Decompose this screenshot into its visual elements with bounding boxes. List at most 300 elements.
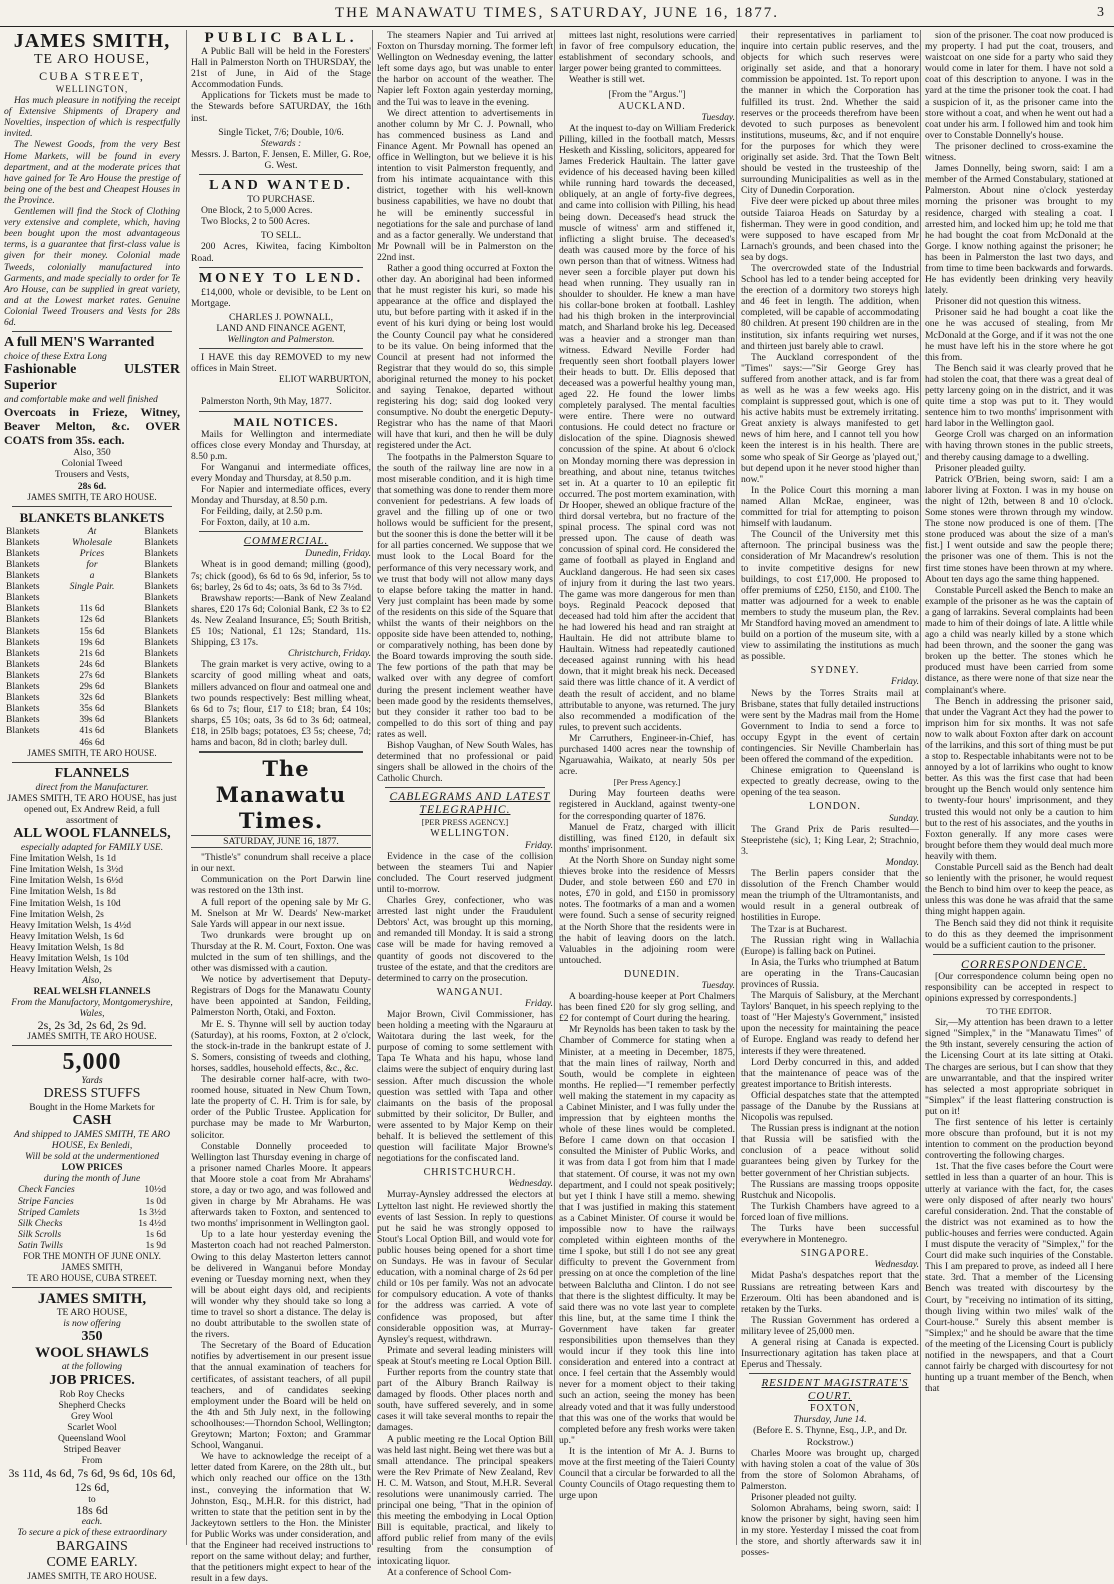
news-paragraph: Murray-Aynsley addressed the electors at Lyttelton last night. He reviewed shortly the events of last Session. In reply to questions put he said he was strongly opposed to Stout's Local Option Bill, and would vote for public houses being opened for a short time on Sundays. He was in favour of Secular education, with a nominal charge of 2s 6d per child or 10s per family. Was not an advocate for compulsory education. A vote of thanks for the address was carried. A vote of confidence was proposed, but after considerable opposition was, at Murray-Aynsley's request, withdrawn. bbox=[377, 1189, 553, 1345]
shawl-type: Grey Wool bbox=[71, 1410, 113, 1422]
ad-mens: A full MEN'S Warranted bbox=[4, 335, 155, 351]
ad-real-welsh: REAL WELSH FLANNELS bbox=[33, 986, 151, 998]
foxton-heading: FOXTON, bbox=[810, 1403, 860, 1415]
christchurch-dateline: Wednesday. bbox=[508, 1178, 553, 1190]
blankets-label: Blankets bbox=[6, 581, 40, 593]
blankets-price: 11s 6d bbox=[79, 603, 105, 615]
dunedin-heading: DUNEDIN. bbox=[623, 968, 681, 980]
news-paragraph: In Asia, the Turks who triumphed at Batum are operating in the Trans-Caucasian provinces of Russia. bbox=[741, 956, 919, 990]
press-agency-label: [Per Press Agency.] bbox=[613, 777, 681, 788]
wanganui-news: Major Brown, Civil Commissioner, has been holding a meeting with the Ngarauru at Waitotara during the last week, for the purpose of coming to some settlement with Tapa Te Whata and his hapu, whose land claims were the subject of enquiry during last session. After much discussion the whole question was settled with Tapa and other claimants on the basis of the proposal submitted by their solicitor, Dr Buller, and were assented to by Major Kemp on their behalf. It is believed the settlement of this question will facilitate Major Browne's negotiations for the confiscated land. bbox=[377, 1008, 553, 1165]
shawl-types-list bbox=[4, 1389, 180, 1456]
blankets-label: Blankets bbox=[144, 714, 178, 726]
court-report bbox=[741, 1448, 919, 1559]
ad-gentlemen: Gentlemen will find the Stock of Clothing very extensive and complete, which, having been bought upon the most advantageous terms, is a guarantee that first-class value is given for their money. Colonial made Tweeds, colonially manufactured into Garments, and made specially to order for Te Aro House, can be supplied in great variety, and at the Lowest market rates. Genuine Colonial Tweed Trousers and Vests for 28s 6d. bbox=[4, 206, 180, 328]
blankets-label: Blankets bbox=[144, 536, 178, 548]
christchurch-news bbox=[377, 1189, 553, 1577]
ad-will-be-sold: Will be sold at the undermentioned bbox=[24, 1151, 160, 1163]
news-paragraph: The Auckland correspondent of the "Times" says:—"Sir George Grey has suffered from another attack, and is far from as well as he was a few weeks ago. His complaint is suppressed gout, which is one of his active habits must be extremely irritating. Great anxiety is always manifested to get news of him here, and I cannot tell you how keen the interest is in his health. There are some who speak of Sir George as 'played out,' but depend upon it he never stood higher than now." bbox=[741, 351, 919, 485]
blankets-price: Single Pair. bbox=[69, 581, 115, 593]
mail-notice: Mails for Wellington and intermediate offices close every Monday and Thursday, at 8.50 p.m. bbox=[191, 428, 371, 462]
wellington-heading: WELLINGTON. bbox=[430, 828, 510, 840]
warburton-title: Solicitor. bbox=[336, 385, 371, 397]
to-the-editor: TO THE EDITOR. bbox=[986, 1006, 1052, 1017]
mail-notice: For Feilding, daily, at 2.50 p.m. bbox=[201, 506, 323, 518]
blankets-price: 32s 6d bbox=[79, 692, 105, 704]
ad-signature: TE ARO HOUSE, CUBA STREET. bbox=[27, 1273, 157, 1284]
news-paragraph: The Russian press is indignant at the notion that Russia will be satisfied with the conclusion of a peace without solid guarantees being given by Turkey for the better government of her Christian subjects. bbox=[741, 1123, 919, 1179]
news-paragraph: their representatives in parliament to inquire into certain public reserves, and the objects for which such reserves were originally set aside, and that a honorary commission be appointed. 1st. To report upon the manner in which the Corporation has fulfilled its trust. 2nd. Whether the said reserves or the proceeds therefrom have been devoted to such purposes as benevolent institutions, museums, &c, and if not enquire for the purposes for which they were originally set aside. 3rd. That the Town Belt should be vested in the trusteeship of the surrounding Municipalities as well as in the City of Dunedin Corporation. bbox=[741, 30, 919, 197]
ad-name-james-smith-2: JAMES SMITH, bbox=[37, 1291, 147, 1308]
ad-all-wool: ALL WOOL FLANNELS, bbox=[13, 826, 171, 842]
ad-350: 350 bbox=[81, 1329, 103, 1345]
dress-price-row bbox=[4, 1184, 180, 1195]
ad-overcoats: Overcoats in Frieze, Witney, Beaver Melton, &c. OVER COATS from 35s. each. bbox=[4, 405, 180, 448]
news-paragraph: Constable Purcell said as the Bench had dealt so leniently with the prisoner, he would request the Bench to bind him over to keep the peace, as unless this was done he was afraid that the same thing might happen again. bbox=[925, 862, 1113, 918]
dress-item-price: 10½d bbox=[144, 1184, 166, 1196]
news-paragraph: Mr Reynolds has been taken to task by the Chamber of Commerce for stating when a Minister, at a meeting in December, 1875, that the main lines of railway, North and South, would be complete in eighteen months. He replied—"I remember perfectly well making the statement in my capacity as a Cabinet Minister, and I was fully under the impression that by eighteen months the whole of these lines would be completed. Before I came down on that occasion I consulted the Minister of Public Works, and it was from data I got from him that I made that statement. Of course, it was not my own department, and I could not speak positively; but yet I think I have still a memo. shewing that I was justified in making this statement as a Cabinet Minister. Of course it would be impossible now to have the railways completed within eighteen months of the time I spoke, but still I do not see any great difficulty to prevent the Government from pressing on at once the completion of the line between Balclutha and Clinton. I do not see that there is the slightest difficulty. It may be said there was no vote last year to complete this line, but, at the same time I think the Government have taken far greater responsibilities upon themselves than they would incur if they took this line into consideration and entered into a contract at once. I feel certain that the Assembly would never for a moment object to their taking such an action, seeing the money has been already voted and that it was fully understood that this was one of the works that would be completed before any fresh works were taken up." bbox=[559, 1024, 735, 1446]
argus-label: [From the "Argus."] bbox=[608, 89, 686, 101]
london-heading: LONDON. bbox=[809, 801, 861, 813]
dress-item-name: Striped Camlets bbox=[18, 1206, 80, 1218]
removed-notice: I HAVE this day REMOVED to my new offices in Main Street. bbox=[191, 352, 371, 375]
ad-job-prices: JOB PRICES. bbox=[49, 1372, 135, 1388]
blankets-label: Blankets bbox=[6, 547, 40, 559]
blankets-label: Blankets bbox=[6, 570, 40, 582]
rmc-heading: RESIDENT MAGISTRATE'S COURT. bbox=[761, 1377, 909, 1403]
dress-item-price: 1s 0d bbox=[145, 1195, 166, 1207]
divider bbox=[199, 348, 363, 349]
ad-shipped: And shipped to JAMES SMITH, TE ARO HOUSE, Ex Benledi, bbox=[13, 1128, 171, 1152]
blankets-right-column bbox=[144, 526, 178, 748]
mail-notice: For Napier and intermediate offices, every Monday and Thursday, at 8.50 p.m. bbox=[191, 484, 371, 507]
mail-notice: For Wanganui and intermediate offices, every Monday and Thursday, at 8.50 p.m. bbox=[191, 461, 371, 484]
ad-cash: CASH bbox=[72, 1112, 112, 1128]
local-news-item: Up to a late hour yesterday evening the Masterton coach had not reached Palmerston. Owing to this delay Masterton letters cannot be delivered in Wanganui before Monday evening or Tuesday morning next, when they will be about eight days old, and recipients will wonder why they should take so long a time to travel so short a distance. The delay is no doubt attributable to the swollen state of the rivers. bbox=[191, 1229, 371, 1341]
blankets-label: Blankets bbox=[6, 647, 40, 659]
blankets-price: for bbox=[86, 559, 98, 570]
land-wanted-heading: LAND WANTED. bbox=[209, 178, 353, 194]
blankets-price: 35s 6d bbox=[79, 703, 105, 715]
blankets-label: Blankets bbox=[144, 692, 178, 704]
letter-paragraph: Sir,—My attention has been drawn to a letter signed "Simplex," in the "Manawatu Times" of the 9th instant, severely censuring the action of the Licensing Court at its late sitting at Otaki. The charges are serious, but I can show that they are unwarrantable, and that the inspired writer has selected a most appropriate sobriquet in "Simplex" if the least flattering construction is put on it! bbox=[925, 1017, 1113, 1117]
news-paragraph: Midat Pasha's despatches report that the Russians are retreating between Kars and Erzeroum. Olti has been abandoned and is retaken by the Turks. bbox=[741, 1270, 919, 1315]
ad-welsh-prices: 2s, 2s 3d, 2s 6d, 2s 9d. bbox=[37, 1017, 147, 1032]
news-paragraph: A public meeting re the Local Option Bill was held last night. Being wet there was but a small attendance. The principal speakers were the Rev Primate of New Zealand, Rev H. C. M. Watson, and Stout, M.H.R. Several resolutions were unanimously carried. The principal one being, "That in the opinion of this meeting the embodying in Local Option Bill is equitable, practical, and likely to afford public relief from many of the evils resulting from the consumption of intoxicating liquor. bbox=[377, 1433, 553, 1567]
wellington-dateline: Friday. bbox=[525, 839, 553, 851]
dress-price-row bbox=[4, 1207, 180, 1218]
dress-item-price: 1s 4½d bbox=[138, 1217, 166, 1229]
london-dateline-monday: Monday. bbox=[885, 856, 919, 868]
local-news-item: Communication on the Port Darwin line was restored on the 13th inst. bbox=[191, 874, 371, 897]
blankets-label: Blankets bbox=[144, 570, 178, 582]
ad-house-2: TE ARO HOUSE, bbox=[56, 1307, 128, 1319]
blankets-price: 29s 6d bbox=[79, 681, 105, 693]
sydney-heading: SYDNEY. bbox=[810, 665, 860, 677]
pownall-title: LAND AND FINANCE AGENT, bbox=[216, 322, 346, 334]
correspondence-note: [Our correspondence column being open no responsibility can be accepted in respect to opinions expressed by correspondents.] bbox=[925, 970, 1113, 1004]
news-paragraph: The Russian Government has ordered a military levee of 25,000 men. bbox=[741, 1314, 919, 1337]
ad-bargains: BARGAINS bbox=[56, 1538, 128, 1554]
flannel-price-row: Fine Imitation Welsh, 1s 6½d bbox=[10, 875, 124, 887]
local-news-item: The Secretary of the Board of Education notifies by advertisement in our present issue that the annual examination of teachers for certificates, of assistant teachers, of all pupil teachers, and of candidates seeking employment under the Board will be held on the 4th and 5th July next, in the following schoolhouses:—Thorndon School, Wellington; Greytown; Marton; Foxton; and Grammar School, Wanganui. bbox=[191, 1340, 371, 1452]
news-paragraph: Five deer were picked up about three miles outside Taiaroa Heads on Saturday by a fisherman. They were in good condition, and were supposed to have escaped from Mr Larnach's grounds, and been chased into the sea by dogs. bbox=[741, 196, 919, 263]
dress-item-name: Stripe Fancies bbox=[18, 1195, 74, 1207]
blankets-label: Blankets bbox=[144, 559, 178, 570]
local-news-item: We notice by advertisement that Deputy-Registrars of Dogs for the Manawatu County have been appointed at Sandon, Feilding, Palmerston North, Otaki, and Foxton. bbox=[191, 974, 371, 1019]
news-paragraph: The Tzar is at Bucharest. bbox=[751, 923, 847, 935]
ad-signature: JAMES SMITH, bbox=[61, 1262, 123, 1273]
blankets-label: Blankets bbox=[144, 547, 178, 559]
cablegrams-heading: CABLEGRAMS AND LATEST TELEGRAPHIC. bbox=[389, 791, 551, 817]
dress-price-row bbox=[4, 1229, 180, 1240]
blankets-price: 46s 6d bbox=[79, 736, 105, 748]
commercial-text-2: Brawshaw reports:—Bank of New Zealand shares, £20 17s 6d; Colonial Bank, £2 3s to £2 4s. New Zealand Insurance, £5; South British, £5 10s; National, £1 12s; Standard, 11s. Shipping, £3 17s. bbox=[191, 592, 371, 649]
news-paragraph: George Croll was charged on an information with having thrown stones in the public streets, and thereby causing damage to a dwelling. bbox=[925, 429, 1113, 463]
blankets-label: Blankets bbox=[6, 625, 40, 637]
column-4 bbox=[554, 30, 735, 1545]
news-paragraph: The Bench in addressing the prisoner said, that under the Vagrant Act they had the power to imprison him for six months. It was not safe now to walk about Foxton after dark on account of the larrikins, and this sort of thing must be put a stop to. Respectable inhabitants were not to be annoyed by a lot of larrikins who ought to know better. As this was the first case that had been brought up the Bench would only sentence him to twenty-four hours' imprisonment, and they trusted this would not only be a caution to him but to the rest of his associates, and the youths in Foxton generally. If any more cases were brought before them they would deal much more heavily with them. bbox=[925, 695, 1113, 862]
warburton-name: ELIOT WARBURTON, bbox=[278, 374, 371, 386]
shawl-type: Queensland Wool bbox=[57, 1432, 127, 1444]
dress-item-name: Satin Twills bbox=[18, 1239, 63, 1251]
stewards-names: Messrs. J. Barton, F. Jensen, E. Miller, G. Roe, G. West. bbox=[191, 148, 371, 171]
dress-item-price: 1s 3½d bbox=[138, 1206, 166, 1218]
public-ball-ticket: Single Ticket, 7/6; Double, 10/6. bbox=[218, 126, 344, 138]
pownall-name: CHARLES J. POWNALL, bbox=[229, 311, 333, 323]
blankets-label: Blankets bbox=[144, 581, 178, 593]
divider bbox=[199, 531, 363, 532]
news-paragraph: A general rising at Canada is expected. Insurrectionary agitation has taken place at Eperus and Thessaly. bbox=[741, 1336, 919, 1371]
christchurch-news-continued bbox=[559, 30, 735, 85]
blankets-label: Blankets bbox=[6, 714, 40, 726]
masthead-title: THE MANAWATU TIMES, SATURDAY, JUNE 16, 1877. bbox=[334, 5, 780, 21]
blankets-price: 39s 6d bbox=[79, 714, 105, 726]
ad-flannels-heading: FLANNELS bbox=[54, 765, 130, 781]
blankets-label: Blankets bbox=[6, 669, 40, 681]
shawl-type: Rob Roy Checks bbox=[59, 1388, 125, 1400]
sydney-dateline: Friday. bbox=[891, 676, 919, 688]
news-paragraph: James Donnelly, being sworn, said: I am a member of the Armed Constabulary, stationed at Palmerston. About nine o'clock yesterday morning the prisoner was brought to my residence, charged with stealing a coat. I arrested him, and locked him up; he told me that he had bought the coat from McDonald at the Gorge. I know nothing against the prisoner; he has been in Palmerston the last two days, and from time to time been backwards and forwards. He has evidently been drinking very heavily lately. bbox=[925, 163, 1113, 297]
news-paragraph: The footpaths in the Palmerston Square to the south of the railway line are now in a most miserable condition, and it is high time that something was done to render them more convenient for pedestrians. A few loads of gravel and the filling up of one or two hollows would be sufficient for the present, but the sooner this is done the better will it be for all parties concerned. We suppose that we must look to the Local Board for the performance of this very necessary work, and we trust that body will not allow many days to elapse before taking the matter in hand. Very just complaint has been made by some of the residents on this side of the Square that whilst the wants of their neighbors on the opposite side have been attended to, nothing, or comparatively nothing, has been done by the Board towards improving the south side. The few portions of the path that may be walked over with any degree of comfort during the present inclement weather have been made good by the residents themselves, but they consider it rather too bad to be compelled to do this sort of thing and pay rates as well. bbox=[377, 451, 553, 740]
news-paragraph: Lord Derby concurred in this, and added that the maintenance of peace was of the greatest importance to British interests. bbox=[741, 1056, 919, 1090]
local-news-item: The desirable corner half-acre, with two-roomed house, situated in New Chum Town, late the property of C. H. Trim is for sale, by order of the Public Trustee. Application for purchase may be made to Mr Warburton, solicitor. bbox=[191, 1074, 371, 1141]
news-paragraph: Mr Carruthers, Engineer-in-Chief, has purchased 1400 acres near the township of Ngaruawahia, Waikato, at nearly 50s per acre. bbox=[559, 732, 735, 778]
news-paragraph: The Turks have been successful everywhere in Montenegro. bbox=[741, 1223, 919, 1246]
column-6 bbox=[920, 30, 1113, 1545]
wanganui-dateline: Friday. bbox=[525, 997, 553, 1009]
london-news bbox=[741, 868, 919, 1245]
blankets-price: At bbox=[87, 525, 97, 537]
divider bbox=[199, 174, 363, 175]
ad-18s: 18s 6d bbox=[76, 1503, 108, 1518]
column-2 bbox=[186, 30, 371, 1584]
local-news-item: Mr E. S. Thynne will sell by auction today (Saturday), at his rooms, Foxton, at 2 o'clock, the stock-in-trade in the bankrupt estate of J. S. Somers, consisting of tweeds and clothing, horses, saddles, household effects, &c., &c. bbox=[191, 1018, 371, 1074]
blankets-table bbox=[4, 526, 180, 748]
local-news-item: "Thistle's" conundrum shall receive a place in our next. bbox=[191, 852, 371, 875]
local-news-list bbox=[191, 852, 371, 1584]
block-1: One Block, 2 to 5,000 Acres. bbox=[201, 205, 313, 217]
commercial-heading: COMMERCIAL. bbox=[243, 535, 329, 548]
wanganui-heading: WANGANUI. bbox=[436, 986, 504, 998]
news-paragraph: A boarding-house keeper at Port Chalmers has been fined £20 for sly grog selling, and £2 for contempt of Court during the hearing. bbox=[559, 991, 735, 1025]
news-paragraph: Manuel de Fratz, charged with illicit distilling, was fined £120, in default six months' imprisonment. bbox=[559, 821, 735, 855]
ad-blankets-heading: BLANKETS BLANKETS bbox=[19, 509, 165, 525]
local-news-continued bbox=[377, 30, 553, 784]
divider bbox=[12, 506, 172, 507]
news-paragraph: Evidence in the case of the collision between the steamers Tui and Napier concluded. The Court reserved judgment until to-morrow. bbox=[377, 850, 553, 895]
to-purchase: TO PURCHASE. bbox=[247, 194, 315, 206]
shawl-type: Scarlet Wool bbox=[67, 1421, 117, 1433]
ad-also: Also, 350 bbox=[73, 447, 111, 459]
mail-notices-list bbox=[191, 429, 371, 529]
news-paragraph: Prisoner pleaded guilty. bbox=[935, 462, 1026, 474]
page-number: 3 bbox=[1097, 5, 1104, 20]
blankets-price: 15s 6d bbox=[79, 625, 105, 637]
ad-street: CUBA STREET, bbox=[39, 69, 145, 83]
ad-flannels-text: JAMES SMITH, TE ARO HOUSE, has just opened out, Ex Andrew Reid, a full assortment of bbox=[7, 792, 177, 826]
blankets-price: 27s 6d bbox=[79, 669, 105, 681]
christchurch-dateline: Christchurch, Friday. bbox=[287, 648, 371, 660]
flannel-price-row: Fine Imitation Welsh, 2s bbox=[10, 908, 104, 920]
newspaper-nameplate: The Manawatu Times. bbox=[215, 756, 347, 834]
divider bbox=[933, 954, 1105, 955]
news-paragraph: Weather is still wet. bbox=[569, 74, 645, 86]
auckland-dateline: Tuesday. bbox=[701, 111, 735, 123]
ad-ulster: Fashionable ULSTER Superior bbox=[4, 362, 180, 394]
local-news-item: Constable Donnelly proceeded to Wellington last Thursday evening in charge of a prisoner named Charles Moore. It appears that Moore stole a coat from Mr Abrahams' store, a day or two ago, and was followed and given in charge by Mr Abrahams. He was afterwards taken to Foxton, and sentenced to two months' imprisonment in Wellington gaol. bbox=[191, 1140, 371, 1230]
blankets-prices-column bbox=[70, 526, 115, 748]
ad-flannels-sub: direct from the Manufacturer. bbox=[35, 781, 149, 793]
flannel-price-row: Heavy Imitation Welsh, 1s 10d bbox=[10, 953, 129, 964]
money-to-lend-heading: MONEY TO LEND. bbox=[198, 270, 364, 286]
blankets-label: Blankets bbox=[6, 703, 40, 715]
ad-colonial: Colonial Tweed bbox=[61, 458, 123, 470]
news-paragraph: At the North Shore on Sunday night some thieves broke into the residence of Messrs Duder, and stole between £60 and £70 in notes, £70 in gold, and £150 in promissory notes. The footmarks of a man and a women were found. Such a sense of security reigned at the North Shore that the residents were in the habit of leaving doors on the latch. Valuables in the adjoining room were untouched. bbox=[559, 854, 735, 966]
commercial-text-1: Wheat is in good demand; milling (good), 7s; chick (good), 6s 6d to 6s 9d, inferior, 5s to 6s; barley, 2s 6d to 4s; oats, 3s 6d to 3s 7½d. bbox=[191, 559, 371, 593]
news-paragraph: Patrick O'Brien, being sworn, said: I am a laborer living at Foxton. I was in my house on the night of 12th, between 8 and 10 o'clock. Some stones were thrown through my window. The stone now produced is one of them. [The stone produced was about the size of a man's fist.] I went outside and saw the people there; the prisoner was one of them. This is not the first time stones have been thrown at my where. About ten days ago the same thing happened. bbox=[925, 473, 1113, 585]
sydney-news bbox=[741, 688, 919, 799]
ad-come-early: COME EARLY. bbox=[46, 1554, 138, 1570]
blankets-price: 19s 6d bbox=[79, 636, 105, 648]
letter-paragraph: The first sentence of his letter is certainly more obscure than profound, but it is not my intention to comment on the production beyond controverting the following charges. bbox=[925, 1117, 1113, 1162]
dunedin-news-continued bbox=[741, 30, 919, 662]
news-paragraph: In the Police Court this morning a man named Allan McRae, engineer, was committed for trial for attempting to poison himself with laudanum. bbox=[741, 484, 919, 530]
blankets-price: 12s 6d bbox=[79, 614, 105, 626]
news-paragraph: Primate and several leading ministers will speak at Stout's meeting re Local Option Bill. bbox=[377, 1344, 553, 1367]
news-paragraph: The steamers Napier and Tui arrived at Foxton on Thursday morning. The former left Wellington on Wednesday evening, the latter left some days ago, but was unable to enter the harbor on account of the weather. The Napier left Foxton again yesterday morning, and the Tui was to leave in the evening. bbox=[377, 30, 553, 108]
ad-intro: Has much pleasure in notifying the receipt of Extensive Shipments of Drapery and Novelties, inspection of which is respectfully invited. bbox=[4, 95, 180, 140]
ad-offering: is now offering bbox=[63, 1318, 121, 1330]
divider bbox=[199, 411, 363, 412]
ad-to: to bbox=[88, 1494, 96, 1506]
news-paragraph: At the inquest to-day on William Frederick Pilling, killed in the football match, Messrs Hesketh and Kissling, solicitors, appeared for James Frederick Haultain. The latter gave evidence of his deceased having been killed while running hard towards the deceased, obliquely, at an angle of forty-five degrees, and came into collision with Pilling, his head being down. Deceased's head struck the muscle of witness' arm and stiffened it, inflicting a slight bruise. The deceased's death was caused more by the force of his own person than that of witness. Witness had never seen a forcible player put down his head when running. They usually ran in shoulder to shoulder. He knew a man have his collar-bone broken at football. Lashley had his thigh broken in the interprovincial match, and Sharland broke his leg. Deceased was a heavier and a stronger man than witness. Edward Neville Forder had frequently seen short football players lower their heads to butt. Dr. Ellis deposed that deceased was a powerful healthy young man, aged 22. He found the lower limbs completely paralysed. The mental faculties were entire. There were no outward contusions. He could detect no fracture or dislocation of the spine. Diagnosis shewed concussion of the spine. At about 6 o'clock on Monday morning there was depression in breathing, and about nine, tetanus twitches set in. At a quarter to 10 an epileptic fit occurred. The post mortem examination, with Dr Hooper, shewed an oblique fracture of the third dorsal vertebra, but no fracture of the spinal process. The spinal cord was not pressed upon. The cause of death was concussion of spinal cord. He considered the game of football as played in England and Auckland dangerous. He had seen six cases of injury from it during the last two years. The game was more dangerous for men than boys. Reginald Peacock deposed that deceased had told him after the accident that he had lowered his head and ran straight at Haultain. He did not attribute blame to Haultain. Witness had repeatedly cautioned deceased against running with his head down, that it might break his neck. Deceased said there was little chance of it. A verdict of death the result of accident, and no blame attributable to anyone, was returned. The jury also recommended a modification of the rules, to prevent such accidents. bbox=[559, 122, 735, 733]
ad-signature: JAMES SMITH, TE ARO HOUSE. bbox=[27, 747, 157, 758]
blankets-label: Blankets bbox=[6, 592, 40, 604]
flannel-price-row: Heavy Imitation Welsh, 1s 8d bbox=[10, 941, 124, 953]
pownall-location: Wellington and Palmerston. bbox=[227, 333, 335, 345]
column-3 bbox=[372, 30, 553, 1578]
dunedin-news bbox=[559, 991, 735, 1501]
shawl-type: Striped Beaver bbox=[63, 1444, 121, 1455]
court-date: Thursday, June 14. bbox=[793, 1414, 867, 1426]
ad-from: From bbox=[81, 1455, 103, 1467]
blankets-label: Blankets bbox=[144, 681, 178, 693]
removed-date: Palmerston North, 9th May, 1877. bbox=[201, 396, 332, 408]
news-paragraph: The Russian right wing in Wallachia (Europe) is falling back on Putinei. bbox=[741, 934, 919, 957]
local-news-item: We have to acknowledge the receipt of a letter dated from Karere, on the 28th ult., but which only reached our office on the 13th inst., conveying the information that W. Johnston, Esq., M.H.R. for this district, had written to state that the petition sent in by the Jackeytown settlers to the Hon. the Minister for Public Works was under consideration, and that the Engineer had received instructions to report on the same without delay; and further, that the petitioners might expect to hear of the result in a few days. bbox=[191, 1451, 371, 1584]
divider bbox=[385, 787, 545, 788]
ad-secure: To secure a pick of these extraordinary bbox=[17, 1527, 167, 1539]
news-paragraph: Prisoner said he had bought a coat like the one he was accused of stealing, from Mr McDonald at the Gorge, and if it was not the one he must have left his in the store where he got this from. bbox=[925, 307, 1113, 363]
blankets-label: Blankets bbox=[144, 592, 178, 604]
blankets-label: Blankets bbox=[6, 692, 40, 704]
news-paragraph: At a conference of School Com- bbox=[387, 1566, 512, 1578]
ad-5000: 5,000 bbox=[62, 1048, 122, 1075]
news-paragraph: Solomon Abrahams, being sworn, said: I know the prisoner by sight, having seen him in my store. Yesterday I missed the coat from the store, and shortly afterwards saw it in posses- bbox=[741, 1503, 919, 1559]
block-2: Two Blocks, 2 to 500 Acres. bbox=[201, 216, 310, 228]
money-to-lend-text: £14,000, whole or devisible, to be Lent on Mortgage. bbox=[191, 286, 371, 309]
dress-item-price: 1s 9d bbox=[145, 1239, 166, 1251]
news-paragraph: We direct attention to advertisements in another column by Mr C. J. Pownall, who has commenced business as Land and Finance Agent. Mr Pownall has opened an office in Wellington, but we believe it is his intention to visit Palmerston frequently, and from his intimate acquaintance with this district, together with his well-known business capabilities, we have no doubt that he will be eminently successful in negotiations for the sale and purchase of land and as a factor generally. We understand that Mr Pownall will be in Palmerston on the 22nd inst. bbox=[377, 107, 553, 263]
letter-to-editor bbox=[925, 1017, 1113, 1394]
blankets-label: Blankets bbox=[6, 658, 40, 670]
dress-price-row bbox=[4, 1240, 180, 1251]
news-paragraph: During May fourteen deaths were registered in Auckland, against twenty-one for the corresponding quarter of 1876. bbox=[559, 788, 735, 822]
blankets-label: Blankets bbox=[144, 725, 178, 737]
news-paragraph: Charles Grey, confectioner, who was arrested last night under the Fraudulent Debtors' Act, was brought up this morning, and remanded till Monday. It is said a strong case will be made for having removed a quantity of goods not discovered to the trustee of the estate, and that the creditors are determined to carry on the prosecution. bbox=[377, 895, 553, 984]
ad-signature: JAMES SMITH, TE ARO HOUSE. bbox=[27, 1030, 157, 1041]
news-paragraph: Bishop Vaughan, of New South Wales, has determined that no professional or paid singers shall be allowed in the choirs of the Catholic Church. bbox=[377, 740, 553, 785]
column-5 bbox=[736, 30, 919, 1559]
ad-signature: JAMES SMITH, TE ARO HOUSE. bbox=[27, 491, 157, 502]
news-paragraph: Official despatches state that the attempted passage of the Danube by the Russians at Nicopolis was repulsed. bbox=[741, 1089, 919, 1124]
blankets-label: Blankets bbox=[144, 703, 178, 715]
flannel-price-row: Fine Imitation Welsh, 1s 3½d bbox=[10, 864, 124, 876]
singapore-dateline: Wednesday. bbox=[874, 1259, 919, 1271]
divider bbox=[12, 762, 172, 763]
blankets-price: Prices bbox=[79, 547, 105, 559]
news-paragraph: The Council of the University met this afternoon. The principal business was the consideration of Mr Macandrew's resolution to invite competitive designs for new buildings, to cost £17,000. He proposed to offer premiums of £250, £150, and £100. The matter was adjourned for a week to enable members to study the museum plan, the Rev. Mr Standford having moved an amendment to build on a portion of the museum site, with a view to assimilating the institutions as much as possible. bbox=[741, 529, 919, 663]
flannel-price-row: Heavy Imitation Welsh, 1s 4½d bbox=[10, 919, 132, 931]
ad-from-manufactory: From the Manufactory, Montgomeryshire, Wales, bbox=[11, 997, 173, 1020]
wellington-news bbox=[377, 851, 553, 984]
blankets-label: Blankets bbox=[6, 725, 40, 737]
shawl-type: Shepherd Checks bbox=[58, 1399, 126, 1411]
press-agency-label: [PER PRESS AGENCY.] bbox=[421, 817, 509, 828]
court-bench: (Before E. S. Thynne, Esq., J.P., and Dr. Rockstrow.) bbox=[753, 1425, 907, 1448]
divider bbox=[749, 1373, 911, 1374]
news-paragraph: Prisoner did not question this witness. bbox=[935, 296, 1082, 308]
singapore-heading: SINGAPORE. bbox=[800, 1248, 870, 1260]
blankets-label: Blankets bbox=[6, 559, 40, 570]
news-paragraph: sion of the prisoner. The coat now produced is my property. I had put the coat, trousers, and waistcoat on one side for a party who said they would come in later for them. I have not sold a coat of this description to anyone. I was in the yard at the time the prisoner took the coat. I had a suspicion of it, as the prisoner came into the store without a coat, and when he went out had a coat under his arm. I followed him and took him over to Constable Donnelly's house. bbox=[925, 30, 1113, 141]
ad-june-only: FOR THE MONTH OF JUNE ONLY. bbox=[23, 1250, 161, 1261]
blankets-label: Blankets bbox=[144, 647, 178, 659]
blankets-price: a bbox=[89, 570, 95, 582]
ad-yards: Yards bbox=[81, 1074, 103, 1086]
blankets-price: Wholesale bbox=[72, 536, 112, 548]
news-paragraph: The Bench said it was clearly proved that he had stolen the coat, that there was a great deal of petty larceny going on in the district, and it was quite time a stop was put to it. They would sentence him to two months' imprisonment with hard labor in the Wellington gaol. bbox=[925, 362, 1113, 430]
dress-price-row bbox=[4, 1218, 180, 1229]
blankets-price: 21s 6d bbox=[79, 647, 105, 659]
blankets-left-column bbox=[6, 526, 40, 748]
dress-item-name: Silk Checks bbox=[18, 1217, 63, 1229]
flannel-price-row: Fine Imitation Welsh, 1s 8d bbox=[10, 886, 116, 898]
correspondence-heading: CORRESPONDENCE. bbox=[961, 956, 1087, 971]
blankets-label: Blankets bbox=[6, 603, 40, 615]
news-paragraph: Chinese emigration to Queensland is expected to greatly decrease, owing to the opening of the tea season. bbox=[741, 765, 919, 799]
news-paragraph: Charles Moore was brought up, charged with having stolen a coat of the value of 30s from the store of Solomon Abrahams, of Palmerston. bbox=[741, 1447, 919, 1492]
ad-town: WELLINGTON, bbox=[55, 84, 129, 94]
ad-dress-stuffs: DRESS STUFFS bbox=[43, 1085, 141, 1101]
blankets-label: Blankets bbox=[6, 636, 40, 648]
divider bbox=[12, 1287, 172, 1288]
ad-signature: JAMES SMITH, TE ARO HOUSE. bbox=[27, 1570, 157, 1581]
divider bbox=[199, 267, 363, 268]
news-paragraph: The Bench said they did not think it requisite to do this as they deemed the imprisonment would be a sufficient caution to the prisoner. bbox=[925, 917, 1113, 951]
ad-shawl-prices: 3s 11d, 4s 6d, 7s 6d, 9s 6d, 10s 6d, 12s 6d, bbox=[8, 1466, 176, 1495]
dunedin-dateline: Tuesday. bbox=[701, 979, 735, 991]
dress-item-price: 1s 6d bbox=[145, 1228, 166, 1240]
singapore-news bbox=[741, 1270, 919, 1370]
local-news-item: A full report of the opening sale by Mr G. M. Snelson at Mr W. Deards' New-market Sale Yards will appear in our next issue. bbox=[191, 896, 371, 930]
blankets-label: Blankets bbox=[6, 614, 40, 626]
ad-trousers: Trousers and Vests, bbox=[54, 469, 130, 481]
dunedin-dateline: Dunedin, Friday. bbox=[305, 548, 371, 560]
divider bbox=[12, 1045, 172, 1046]
news-paragraph: News by the Torres Straits mail at Brisbane, states that fully detailed instructions were sent by the Madras mail from the Home Government to India to send a force to occupy Egypt in the event of certain contingencies. Sir Neville Chamberlain has been offered the command of the expedition. bbox=[741, 687, 919, 766]
news-paragraph: The Russians are massing troops opposite Rustchuk and Nicopolis. bbox=[741, 1178, 919, 1201]
flannel-price-row: Fine Imitation Welsh, 1s 10d bbox=[10, 897, 121, 909]
ad-month: during the month of June bbox=[43, 1173, 141, 1185]
blankets-label: Blankets bbox=[6, 681, 40, 693]
column-1-advertisements bbox=[4, 30, 180, 1581]
ad-goods: The Newest Goods, from the very Best Home Markets, will be found in every department, and at the moderate prices that have gained for Te Aro House the prestige of being one of the best and Cheapest Houses in the Province. bbox=[4, 139, 180, 206]
dress-item-name: Silk Scrolls bbox=[18, 1228, 62, 1240]
dress-item-name: Check Fancies bbox=[18, 1184, 75, 1196]
blankets-price: 24s 6d bbox=[79, 658, 105, 670]
ad-house: TE ARO HOUSE, bbox=[33, 52, 151, 67]
flannel-price-row: Fine Imitation Welsh, 1s 1d bbox=[10, 853, 116, 865]
auckland-heading: AUCKLAND. bbox=[618, 100, 686, 112]
ad-each: each. bbox=[81, 1516, 103, 1528]
blankets-label: Blankets bbox=[144, 636, 178, 648]
public-ball-heading: PUBLIC BALL. bbox=[204, 30, 358, 46]
public-ball-text: A Public Ball will be held in the Foresters' Hall in Palmerston North on THURSDAY, the 21st of June, in Aid of the Stage Accommodation Funds. bbox=[191, 46, 371, 91]
dress-price-list bbox=[4, 1184, 180, 1251]
to-sell-text: 200 Acres, Kiwitea, facing Kimbolton Road. bbox=[191, 241, 371, 264]
christchurch-heading: CHRISTCHURCH. bbox=[423, 1167, 517, 1179]
blankets-label: Blankets bbox=[6, 525, 40, 537]
auckland-news bbox=[559, 123, 735, 778]
ad-ulster-2: and comfortable make and well finished bbox=[4, 394, 158, 406]
news-paragraph: Prisoner pleaded not guilty. bbox=[751, 1492, 857, 1503]
news-paragraph: Rather a good thing occurred at Foxton the other day. An aboriginal had been informed that he must register his kuri, so made his appearance at the office and displayed the utu, but before parting with it asked if in the event of his kuri dying or being lost would the County Council pay what he considered to be its value. On being informed that the Council at present had not informed the Registrar that they would do so, this simple aboriginal returned the money to his pocket and saying Tenakoe, departed without registering his dog; said dog looked very consumptive. No doubt the energetic Deputy-Registrar who has the name of that Maori will have that kuri, and then he will be duly registered under the Act. bbox=[377, 262, 553, 452]
news-paragraph: mittees last night, resolutions were carried in favor of free compulsory education, the establishment of secondary schools, and larger power being granted to committees. bbox=[559, 30, 735, 75]
flannel-price-row: Heavy Imitation Welsh, 2s bbox=[10, 964, 112, 976]
london-dateline-sunday: Sunday. bbox=[888, 812, 919, 824]
news-paragraph: The Marquis of Salisbury, at the Merchant Taylors' Banquet, in his speech replying to the toast of "Her Majesty's Government," insisted upon the necessity for maintaining the peace of Europe. England was ready to defend her interests if they were threatened. bbox=[741, 990, 919, 1057]
stewards-label: Stewards : bbox=[260, 137, 302, 149]
ad-price-28: 28s 6d. bbox=[77, 480, 107, 492]
news-paragraph: Constable Purcell asked the Bench to make an example of the prisoner as he was the captain of a gang of larrakins. Several complaints had been made to him of their doings of late. A little while ago a child was nearly killed by a stone which had been thrown, and the sooner the gang was broken up the better. The stones which he produced must have been carried from some distance, as there were none of that size near the complainant's where. bbox=[925, 584, 1113, 696]
ad-wool-shawls: WOOL SHAWLS bbox=[35, 1345, 149, 1362]
mail-notices-heading: MAIL NOTICES. bbox=[233, 414, 339, 429]
news-paragraph: The overcrowded state of the Industrial School has led to a tender being accepted for the erection of a dormitory two storeys high and 46 feet in length. The addition, when completed, will be capable of accommodating 80 children. At present 190 children are in the institution, six infants requiring wet nurses, and thirteen just barely able to crawl. bbox=[741, 262, 919, 352]
divider bbox=[12, 331, 172, 332]
letter-paragraph: 1st. That the five cases before the Court were settled in less than a quarter of an hour. This is utterly at variance with the fact, for, the cases were only disposed of after nearly two hours' careful consideration. 2nd. That the constable of the district was not examined as to how the public-houses and ferries were conducted. Again I must dispute the veracity of "Simplex," for the Court did make such inquiries of the Constable. This I am prepared to prove, as indeed all I here state. 3rd. That a member of the Licensing Bench was treated with discourtesy by the Court, by "receiving no intimation of its sitting, though living within two miles' walk of the Court-house." Surely this absent member is "Simplex;" and he should be aware that the time of the meeting of the Licensing Court is publicly notified in the newspapers, and that a Court cannot fairly be charged with discourtesy for not hunting up a truant member of the Bench, when that bbox=[925, 1161, 1113, 1395]
